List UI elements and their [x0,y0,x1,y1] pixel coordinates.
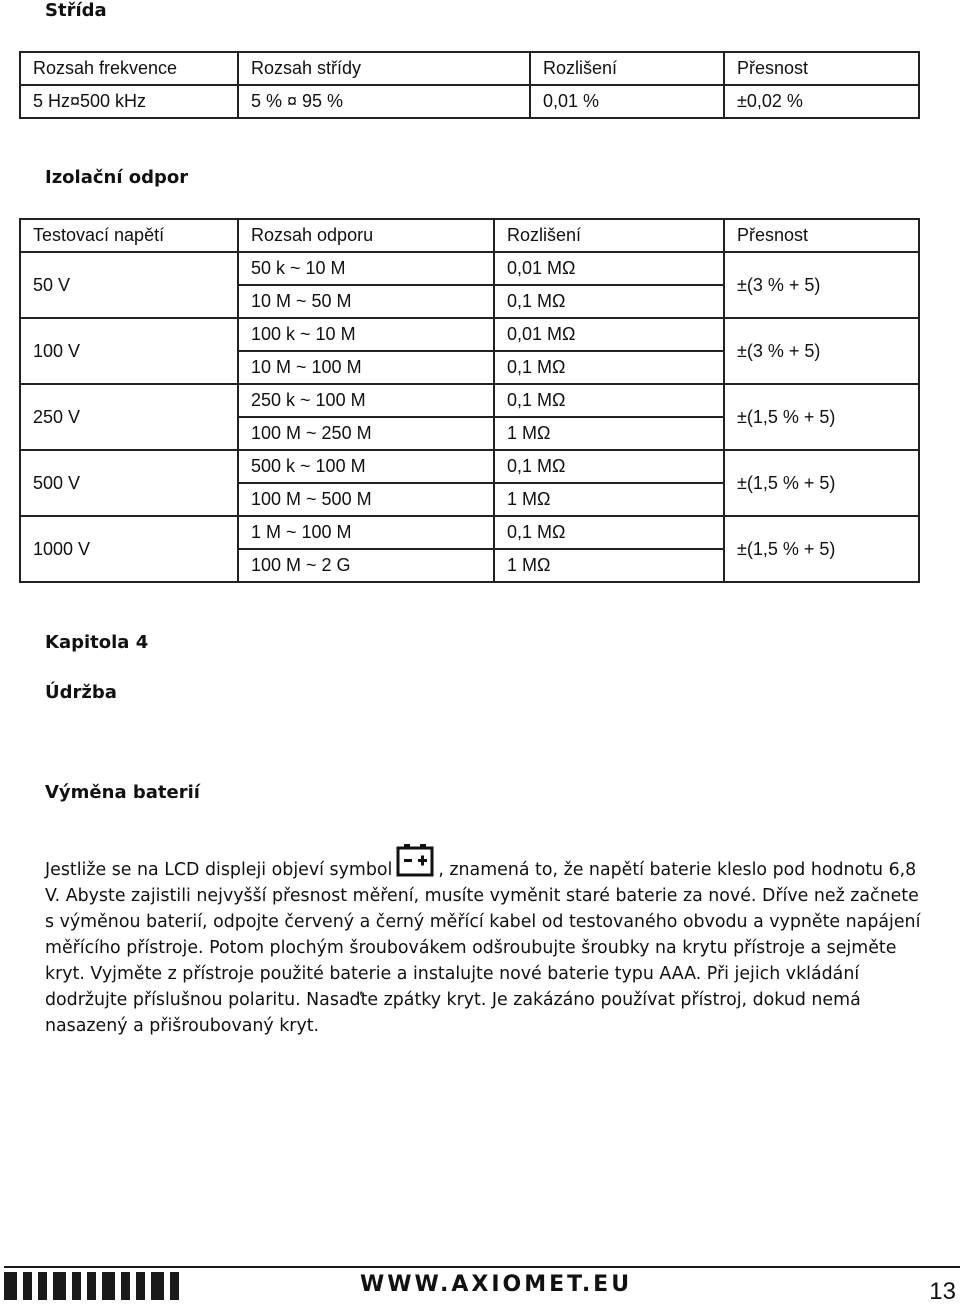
duty-cycle-table [19,51,920,119]
header-cell: Rozsah střídy [238,52,530,85]
footer-website: WWW.AXIOMET.EU [360,1272,633,1297]
table-row [20,318,919,351]
voltage-cell: 50 V [20,252,238,318]
resolution-cell: 0,1 MΩ [494,351,724,384]
table-header-row [20,219,919,252]
voltage-cell: 1000 V [20,516,238,582]
resolution-cell: 1 MΩ [494,549,724,582]
table-cell: 0,01 % [530,85,724,118]
accuracy-cell: ±(3 % + 5) [724,318,919,384]
accuracy-cell: ±(1,5 % + 5) [724,450,919,516]
range-cell: 50 k ~ 10 M [238,252,494,285]
paragraph-line: měřícího přístroje. Potom plochým šroubovákem odšroubujte šroubky na krytu přístroje a sejměte [45,938,897,958]
table-cell: 5 Hz¤500 kHz [20,85,238,118]
paragraph-text: , znamená to, že napětí baterie kleslo pod hodnotu 6,8 [438,860,917,880]
paragraph-line: kryt. Vyjměte z přístroje použité baterie a instalujte nové baterie typu AAA. Při jejich vkládání [45,964,860,984]
header-cell: Přesnost [724,219,919,252]
paragraph-line [45,843,925,883]
insulation-resistance-table [19,218,920,583]
accuracy-cell: ±(1,5 % + 5) [724,384,919,450]
accuracy-cell: ±(1,5 % + 5) [724,516,919,582]
voltage-cell: 100 V [20,318,238,384]
accuracy-cell: ±(3 % + 5) [724,252,919,318]
resolution-cell: 0,01 MΩ [494,252,724,285]
table-cell: ±0,02 % [724,85,919,118]
resolution-cell: 0,01 MΩ [494,318,724,351]
table-row [20,384,919,417]
section-title-izolacni-odpor: Izolační odpor [45,167,189,188]
voltage-cell: 250 V [20,384,238,450]
table-row [20,516,919,549]
resolution-cell: 0,1 MΩ [494,450,724,483]
paragraph-line: s výměnou baterií, odpojte červený a černý měřící kabel od testovaného obvodu a vypněte napájení [45,912,921,932]
footer-divider [4,1266,960,1268]
header-cell: Testovací napětí [20,219,238,252]
header-cell: Rozsah odporu [238,219,494,252]
table-row [20,252,919,285]
page-number: 13 [929,1278,956,1305]
resolution-cell: 0,1 MΩ [494,285,724,318]
paragraph-line: V. Abyste zajistili nejvyšší přesnost měření, musíte vyměnit staré baterie za nové. Dříve než začnete [45,886,919,906]
paragraph-text: Jestliže se na LCD displeji objeví symbol [45,860,393,880]
resolution-cell: 0,1 MΩ [494,516,724,549]
section-title-strida: Střída [45,0,107,21]
resolution-cell: 1 MΩ [494,483,724,516]
range-cell: 10 M ~ 100 M [238,351,494,384]
table-row [20,85,919,118]
battery-low-icon [396,843,436,877]
header-cell: Přesnost [724,52,919,85]
header-cell: Rozlišení [530,52,724,85]
range-cell: 100 M ~ 2 G [238,549,494,582]
range-cell: 100 k ~ 10 M [238,318,494,351]
resolution-cell: 1 MΩ [494,417,724,450]
resolution-cell: 0,1 MΩ [494,384,724,417]
range-cell: 500 k ~ 100 M [238,450,494,483]
range-cell: 100 M ~ 250 M [238,417,494,450]
header-cell: Rozsah frekvence [20,52,238,85]
range-cell: 10 M ~ 50 M [238,285,494,318]
voltage-cell: 500 V [20,450,238,516]
table-row [20,450,919,483]
range-cell: 1 M ~ 100 M [238,516,494,549]
range-cell: 100 M ~ 500 M [238,483,494,516]
footer-bars-decoration [4,1272,179,1300]
chapter-title: Údržba [45,682,117,703]
header-cell: Rozlišení [494,219,724,252]
range-cell: 250 k ~ 100 M [238,384,494,417]
battery-replacement-paragraph [45,843,925,1039]
paragraph-line: nasazený a přišroubovaný kryt. [45,1016,320,1036]
paragraph-line: dodržujte příslušnou polaritu. Nasaďte zpátky kryt. Je zakázáno používat přístroj, dokud nemá [45,990,861,1010]
section-title-vymena-baterii: Výměna baterií [45,782,200,803]
table-header-row [20,52,919,85]
table-cell: 5 % ¤ 95 % [238,85,530,118]
chapter-label: Kapitola 4 [45,632,149,653]
